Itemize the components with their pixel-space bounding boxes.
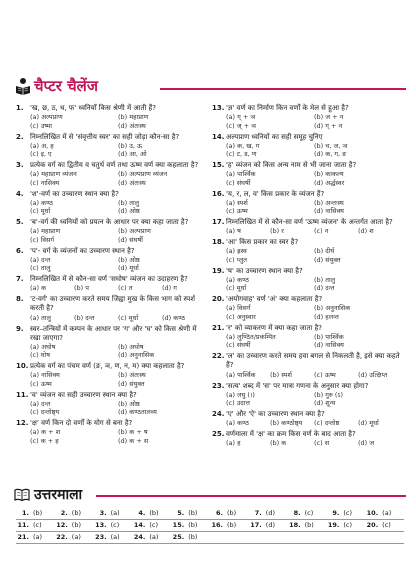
question-line: [16, 133, 206, 142]
question-line: [212, 190, 402, 199]
answer-number: 21.: [16, 531, 32, 543]
answer-value: (b): [71, 507, 94, 519]
question-text: 'ह' व्यंजन को किस अन्य नाम से भी जाना जाता है?: [226, 161, 357, 170]
question-text: 'ख, छ, ठ, थ, फ' ध्वनियाँ किस श्रेणी में आती हैं?: [30, 104, 156, 112]
answer-value: (a): [71, 531, 94, 543]
answer-value: (b): [148, 507, 171, 519]
answer-number: 19.: [326, 519, 342, 531]
option: (c) उष्मा: [30, 121, 52, 130]
question-line: [212, 324, 402, 333]
option: (c) न: [314, 227, 329, 236]
option: (c) ऊष्म: [30, 379, 52, 388]
answer-value: (c): [32, 519, 55, 531]
answer-number: 22.: [55, 531, 71, 543]
question-line: [212, 238, 402, 247]
option: (b) स्पर्श: [270, 370, 292, 379]
answer-value: (a): [110, 507, 133, 519]
question-text: 'श'-वर्ण का उच्चारण स्थान क्या है?: [30, 189, 119, 198]
question-line: [212, 410, 402, 419]
option: (a) पार्श्विक: [226, 370, 256, 379]
option: (c) क + ह: [30, 436, 59, 445]
question-number: 23.: [212, 381, 225, 390]
chapter-challenge-header: [14, 76, 406, 98]
option: (b) दीर्घ: [314, 247, 335, 256]
question-number: 25.: [212, 430, 225, 439]
option: (d) अर्द्धस्वर: [314, 178, 345, 187]
option: (a) लघु (।): [226, 390, 255, 399]
option: (b) गुरु (ऽ): [314, 390, 343, 399]
answer-number: 6.: [210, 507, 226, 519]
question-line: [16, 247, 206, 256]
question-item: [16, 133, 206, 159]
option: (b) च, ज, ञ: [314, 141, 348, 150]
question-text: प्रत्येक वर्ग का द्वितीय व चतुर्थ वर्ण तथा ऊष्म वर्ण क्या कहलाता है?: [30, 161, 199, 170]
option-list: [16, 284, 206, 292]
option-list: [16, 428, 206, 445]
question-number: 1.: [16, 104, 24, 112]
answer-number: 18.: [288, 519, 304, 531]
answer-value: (b): [304, 519, 327, 531]
answer-number: [288, 531, 304, 543]
option-list: [16, 227, 206, 244]
question-number: 3.: [16, 161, 24, 170]
option: (c) त: [118, 284, 133, 293]
option-list: [212, 199, 402, 216]
question-number: 24.: [212, 410, 225, 419]
option: (a) क + श: [30, 428, 61, 437]
answer-number: 25.: [171, 531, 187, 543]
option-list: [212, 419, 402, 427]
option-list: [212, 333, 402, 350]
answer-value: (c): [381, 519, 404, 531]
option-list: [16, 371, 206, 388]
option: (b) कण्ठोष्ठ्य: [270, 419, 303, 428]
question-line: [212, 218, 402, 227]
answer-value: (c): [342, 519, 365, 531]
question-text: निम्नलिखित में से कौन-सा वर्ण 'सघोष' व्यंजन का उदाहरण है?: [30, 275, 188, 284]
answer-key-table: [16, 507, 404, 544]
option-list: [16, 343, 206, 360]
answer-value: (c): [342, 507, 365, 519]
option-list: [16, 113, 206, 130]
option: (b) अंतःस्थ: [118, 371, 146, 380]
question-item: [212, 324, 402, 350]
question-number: 14.: [212, 132, 225, 141]
question-number: 10.: [16, 362, 29, 371]
question-text: 'क्ष' वर्ण किन दो वर्णों के योग से बना है?: [30, 419, 133, 428]
option: (c) घोष: [30, 351, 50, 360]
option: (b) तालु: [118, 198, 140, 207]
questions-left-column: [16, 104, 206, 448]
option-list: [212, 170, 402, 187]
option: (a) स्पर्श: [226, 198, 248, 207]
answer-number: 5.: [171, 507, 187, 519]
answer-number: 20.: [365, 519, 381, 531]
question-number: 21.: [212, 323, 225, 332]
answer-value: (a): [32, 531, 55, 543]
question-number: 6.: [16, 246, 24, 255]
option: (c) तालु: [30, 264, 51, 273]
question-line: [16, 325, 206, 343]
option: (a) कण्ठ: [226, 419, 249, 428]
option: (c) इ, ए: [30, 150, 52, 159]
question-item: [212, 238, 402, 264]
answer-value: (a): [148, 531, 171, 543]
option: (a) अल्पप्राण: [30, 113, 63, 122]
option: (d) ज: [358, 439, 375, 448]
answer-value: (b): [71, 519, 94, 531]
option: (a) दन्त: [30, 399, 51, 408]
option: (d) ग् + न: [314, 121, 343, 130]
question-item: [16, 391, 206, 417]
question-line: [16, 391, 206, 400]
answer-value: (b): [226, 507, 249, 519]
question-text: 'व' व्यंजन का सही उच्चारण स्थान क्या है?: [30, 390, 137, 399]
question-number: 17.: [212, 218, 225, 227]
question-item: [16, 295, 206, 322]
question-line: [212, 267, 402, 276]
option: (a) कण्ठ: [30, 198, 53, 207]
question-line: [212, 104, 402, 113]
question-number: 18.: [212, 238, 225, 247]
question-line: [16, 295, 206, 313]
option: (c) नासिक्य: [30, 178, 60, 187]
question-text: 'ल' का उच्चारण करते समय हवा बगल से निकलती है, इसे क्या कहते हैं?: [226, 352, 400, 370]
question-line: [212, 430, 402, 439]
question-item: [16, 218, 206, 244]
option: (d) श: [358, 227, 374, 236]
option: (a) अ, ह: [30, 141, 54, 150]
question-number: 7.: [16, 275, 24, 284]
option: (d) नासिक्य: [314, 207, 344, 216]
answer-number: [365, 531, 381, 543]
option: (b) उ, ऊ: [118, 141, 143, 150]
questions-right-column: [212, 104, 402, 450]
option: (a) ग् + ञ: [226, 113, 256, 122]
option-list: [16, 170, 206, 187]
option: (d) ओष्ठ: [118, 207, 140, 216]
question-item: [16, 362, 206, 388]
option: (a) क: [30, 284, 47, 293]
question-number: 8.: [16, 295, 24, 304]
option-list: [16, 400, 206, 417]
question-text: निम्नलिखित में से कौन-सा वर्ण 'ऊष्म व्यंजन' के अन्तर्गत आता है?: [226, 218, 393, 227]
answer-value: [226, 531, 249, 543]
question-line: [212, 382, 402, 391]
question-text: वर्णमाला में 'क्ष' का क्रम किस वर्ण के बाद आता है?: [226, 430, 356, 439]
answer-value: (d): [265, 519, 288, 531]
question-text: अल्पप्राण ध्वनियों का सही समूह चुनिए: [226, 132, 323, 141]
answer-value: (c): [148, 519, 171, 531]
option-list: [16, 199, 206, 216]
option: (d) ग: [162, 284, 177, 293]
option: (d) आ, ओ: [118, 150, 147, 159]
question-item: [16, 247, 206, 273]
answer-number: 4.: [132, 507, 148, 519]
option: (a) ष: [226, 227, 241, 236]
answer-number: [249, 531, 265, 543]
question-line: [16, 104, 206, 113]
question-item: [16, 325, 206, 360]
option: (b) क: [270, 439, 287, 448]
option: (a) पार्श्विक: [226, 170, 256, 179]
question-line: [16, 275, 206, 284]
option-list: [212, 113, 402, 130]
answer-value: (b): [187, 507, 210, 519]
option: (d) शून्य: [314, 399, 336, 408]
option: (a) ह्रस्व: [226, 247, 247, 256]
answer-value: [265, 531, 288, 543]
option-list: [212, 247, 402, 264]
answer-key-title: उत्तरमाला: [34, 487, 83, 503]
question-number: 22.: [212, 352, 225, 361]
page-title: चैप्टर चैलेंज: [34, 77, 98, 95]
option: (a) दन्त: [30, 255, 51, 264]
option: (b) प: [74, 284, 89, 293]
option: (c) मूर्धा: [118, 313, 139, 322]
option: (d) मूर्धा: [118, 264, 139, 273]
question-number: 9.: [16, 324, 24, 333]
answer-number: 24.: [132, 531, 148, 543]
option: (a) क, ख, ग: [226, 141, 260, 150]
question-item: [212, 352, 402, 379]
answer-key-header: [14, 486, 406, 506]
option: (b) ओष्ठ: [118, 255, 140, 264]
question-line: [16, 362, 206, 371]
option-list: [212, 439, 402, 447]
question-line: [212, 352, 402, 370]
answer-value: (a): [110, 531, 133, 543]
answer-number: 7.: [249, 507, 265, 519]
answer-number: 15.: [171, 519, 187, 531]
option-list: [212, 391, 402, 408]
answer-number: 8.: [288, 507, 304, 519]
answer-number: 11.: [16, 519, 32, 531]
answer-row: [16, 507, 404, 519]
question-number: 19.: [212, 266, 225, 275]
question-text: 'ज्ञ' वर्ण का निर्माण किन वर्णों के मेल से हुआ है?: [226, 104, 349, 112]
answer-value: [381, 531, 404, 543]
answer-value: (d): [265, 507, 288, 519]
option: (d) क, ग, ङ: [314, 150, 347, 159]
option: (c) मूर्धा: [30, 207, 51, 216]
option: (d) दन्त: [314, 284, 335, 293]
question-line: [212, 161, 402, 170]
question-line: [16, 190, 206, 199]
question-number: 4.: [16, 189, 24, 198]
question-number: 11.: [16, 390, 29, 399]
option: (c) संघर्षी: [226, 178, 251, 187]
option: (b) महाप्राण: [118, 113, 149, 122]
answer-value: (b): [187, 531, 210, 543]
option: (d) क + स: [118, 436, 149, 445]
question-item: [212, 161, 402, 187]
question-line: [16, 161, 206, 170]
option: (b) अन्तःस्थ: [314, 198, 344, 207]
question-item: [212, 104, 402, 130]
question-text: 'ष' का उच्चारण स्थान क्या है?: [226, 266, 303, 275]
option: (d) कण्ठतालव्य: [118, 408, 157, 417]
option: (c) दन्तोष्ठ्य: [30, 408, 60, 417]
answer-value: [304, 531, 327, 543]
question-number: 20.: [212, 295, 225, 304]
answer-value: (b): [187, 519, 210, 531]
question-item: [212, 410, 402, 428]
option: (b) पार्श्विक: [314, 332, 344, 341]
option: (a) अघोष: [30, 342, 56, 351]
option: (b) अघोष: [118, 342, 144, 351]
option: (c) दन्तोष्ठ: [314, 419, 340, 428]
option: (c) ट, ड, ण: [226, 150, 257, 159]
answer-number: 9.: [326, 507, 342, 519]
question-number: 15.: [212, 161, 225, 170]
question-text: 'प'- वर्ग के व्यंजनों का उच्चारण स्थान है?: [30, 246, 135, 255]
header-divider: [160, 88, 406, 90]
option: (d) कण्ठ: [162, 313, 186, 322]
answer-number: 12.: [55, 519, 71, 531]
question-text: 'आ' किस प्रकार का स्वर है?: [226, 238, 299, 247]
option: (b) दन्त: [74, 313, 95, 322]
question-item: [212, 267, 402, 293]
answer-number: 2.: [55, 507, 71, 519]
answer-number: 16.: [210, 519, 226, 531]
option: (d) संघर्षी: [118, 235, 143, 244]
question-item: [212, 430, 402, 448]
option: (c) अनुस्वार: [226, 312, 256, 321]
option: (d) नासिक्य: [314, 341, 344, 350]
answer-number: 14.: [132, 519, 148, 531]
answer-number: [326, 531, 342, 543]
answer-number: 13.: [94, 519, 110, 531]
option: (c) संघर्षी: [226, 341, 251, 350]
option: (a) तालु: [30, 313, 51, 322]
question-text: स्वर–तन्त्रियों में कम्पन के आधार पर 'ग' और 'घ' को किस श्रेणी में रखा जाएगा?: [30, 324, 197, 342]
question-line: [16, 419, 206, 428]
question-number: 16.: [212, 189, 225, 198]
answer-value: (b): [226, 519, 249, 531]
option: (a) विसर्ग: [226, 304, 251, 313]
option-list: [16, 314, 206, 322]
question-item: [212, 382, 402, 408]
option-list: [212, 304, 402, 321]
option: (b) काकल्य: [314, 170, 344, 179]
open-book-icon: [14, 488, 30, 502]
option: (a) लुण्ठित/प्रकम्पित: [226, 332, 276, 341]
question-text: 'ए' और 'ऐ' का उच्चारण स्थान क्या है?: [226, 410, 325, 419]
question-number: 12.: [16, 419, 29, 428]
answer-number: 10.: [365, 507, 381, 519]
option-list: [212, 276, 402, 293]
option: (b) ज + न: [314, 113, 344, 122]
answer-number: [210, 531, 226, 543]
question-item: [16, 190, 206, 216]
question-line: [212, 133, 402, 142]
option-list: [212, 142, 402, 159]
answer-row: [16, 531, 404, 543]
answer-value: (c): [110, 519, 133, 531]
question-line: [212, 295, 402, 304]
option: (b) क + ष: [118, 428, 148, 437]
answer-row: [16, 519, 404, 531]
answer-value: (b): [32, 507, 55, 519]
option: (a) महाप्राण व्यंजन: [30, 170, 77, 179]
question-item: [16, 275, 206, 293]
option: (b) अल्पप्राण: [118, 227, 151, 236]
option: (d) मूर्धा: [358, 419, 379, 428]
question-text: 'ट-वर्ग' का उच्चारण करते समय जिह्वा मुख के किस भाग को स्पर्श करती है?: [30, 295, 195, 313]
option-list: [16, 142, 206, 159]
question-number: 13.: [212, 104, 225, 112]
answer-key-divider: [96, 495, 406, 497]
option: (a) महाप्राण: [30, 227, 61, 236]
question-number: 5.: [16, 218, 24, 227]
option: (c) प्लुत: [226, 255, 247, 264]
question-line: [16, 218, 206, 227]
option: (b) अल्पप्राण व्यंजन: [118, 170, 168, 179]
option: (c) ज् + ञ: [226, 121, 256, 130]
option: (a) नासिक्य: [30, 371, 60, 380]
option: (d) हलन्त: [314, 312, 339, 321]
option: (a) कण्ठ: [226, 275, 249, 284]
question-item: [212, 295, 402, 321]
question-item: [212, 133, 402, 159]
book-reader-icon: [14, 77, 32, 95]
answer-number: 17.: [249, 519, 265, 531]
option: (b) र: [270, 227, 284, 236]
option: (d) अंतःस्थ: [118, 121, 146, 130]
option: (d) अंतःस्थ: [118, 178, 146, 187]
question-text: 'र' को व्याकरण में क्या कहा जाता है?: [226, 323, 322, 332]
option: (c) ऊष्म: [226, 207, 248, 216]
question-item: [212, 218, 402, 236]
answer-number: 1.: [16, 507, 32, 519]
option: (d) संयुक्त: [118, 379, 145, 388]
question-text: 'अयोगवाह' वर्ण 'अं' क्या कहलाता है?: [226, 295, 323, 304]
option: (c) स: [314, 439, 330, 448]
question-item: [16, 104, 206, 130]
question-number: 2.: [16, 132, 24, 141]
option: (d) संयुक्त: [314, 255, 341, 264]
answer-number: 23.: [94, 531, 110, 543]
answer-value: (a): [381, 507, 404, 519]
question-text: निम्नलिखित में से 'संवृत्तीय स्वर' का सही जोड़ा कौन-सा है?: [30, 132, 180, 141]
answer-value: [342, 531, 365, 543]
option: (c) मूर्धा: [226, 284, 247, 293]
option-list: [212, 227, 402, 235]
question-text: 'य, र, ल, व' किस प्रकार के व्यंजन हैं?: [226, 189, 325, 198]
option: (c) ऊष्म: [314, 370, 336, 379]
option: (b) ओष्ठ: [118, 399, 140, 408]
option: (c) उदात्त: [226, 399, 250, 408]
option: (a) ह: [226, 439, 241, 448]
option: (d) अनुनासिक: [118, 351, 155, 360]
answer-number: 3.: [94, 507, 110, 519]
option: (b) तालु: [314, 275, 336, 284]
question-item: [16, 419, 206, 445]
option-list: [212, 371, 402, 379]
option-list: [16, 256, 206, 273]
question-text: 'सत्य' शब्द में 'स' पर मात्रा गणना के अनुसार क्या होगा?: [226, 381, 369, 390]
option: (c) विसर्ग: [30, 235, 55, 244]
question-item: [212, 190, 402, 216]
question-text: प्रत्येक वर्ग का पंचम वर्ण (ङ, ञ, ण, न, म) क्या कहलाता है?: [30, 362, 185, 371]
answer-value: (c): [304, 507, 327, 519]
question-text: 'ब'-वर्ग की ध्वनियों को प्रयत्न के आधार पर क्या कहा जाता है?: [30, 218, 189, 227]
option: (d) उत्क्षिप्त: [358, 370, 388, 379]
question-item: [16, 161, 206, 187]
option: (b) अनुनासिक: [314, 304, 351, 313]
